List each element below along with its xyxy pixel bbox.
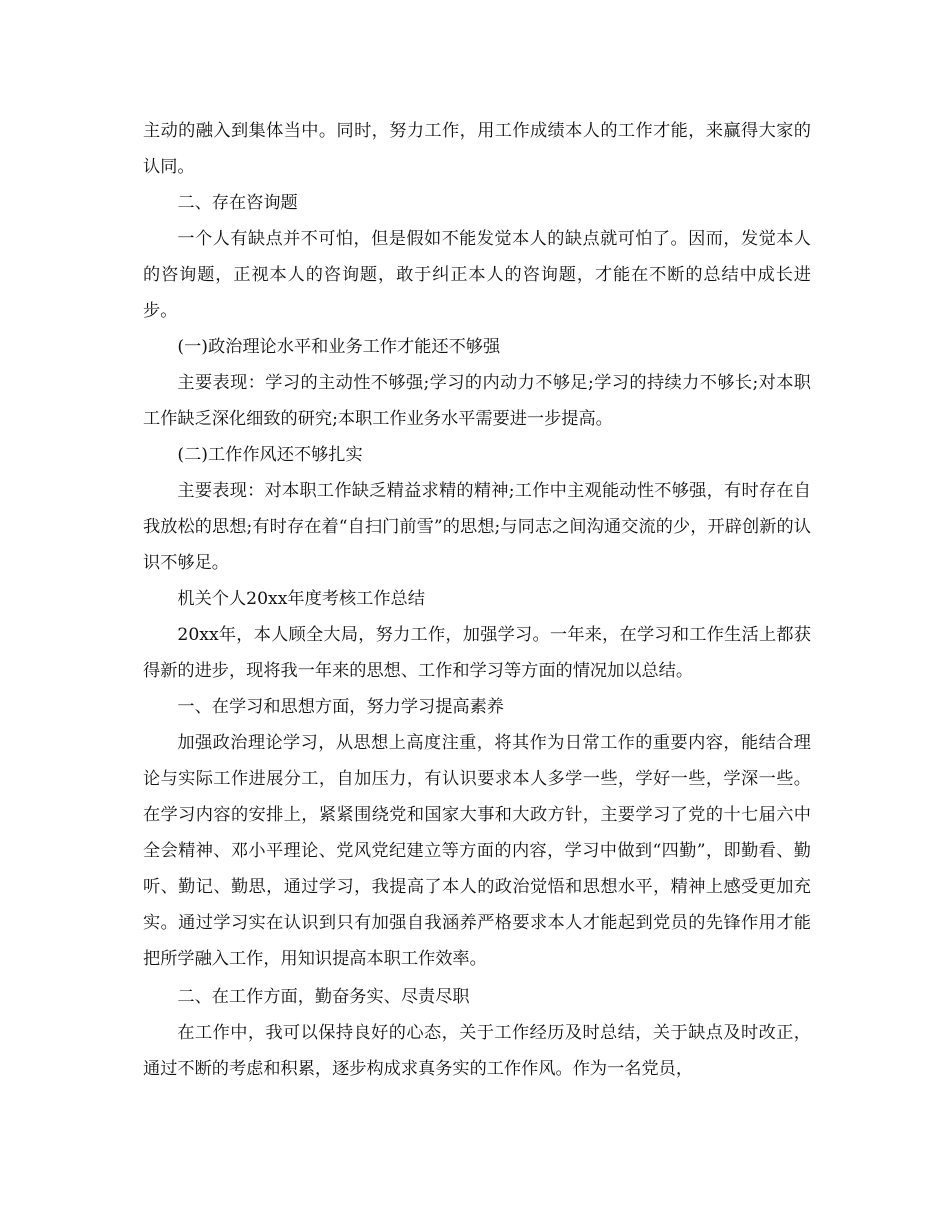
section-heading-work: 二、在工作方面，勤奋务实、尽责尽职	[177, 987, 470, 1007]
paragraph-political-theory: 主要表现：学习的主动性不够强;学习的内动力不够足;学习的持续力不够长;对本职工作缺乏深化细致的研究;本职工作业务水平需要进一步提高。	[143, 373, 811, 429]
document-body	[143, 113, 811, 1087]
paragraph-problems-intro: 一个人有缺点并不可怕，但是假如不能发觉本人的缺点就可怕了。因而，发觉本人的咨询题，正视本人的咨询题，敢于纠正本人的咨询题，才能在不断的总结中成长进步。	[143, 229, 811, 321]
section-heading-problems: 二、存在咨询题	[177, 193, 298, 213]
paragraph-study: 加强政治理论学习，从思想上高度注重，将其作为日常工作的重要内容，能结合理论与实际工作进展分工，自加压力，有认识要求本人多学一些，学好一些，学深一些。在学习内容的安排上，紧紧围绕党和国家大事和大政方针，主要学习了党的十七届六中全会精神、邓小平理论、党风党纪建立等方面的内容，学习中做到“四勤”，即勤看、勤听、勤记、勤思，通过学习，我提高了本人的政治觉悟和思想水平，精神上感受更加充实。通过学习实在认识到只有加强自我涵养严格要求本人才能起到党员的先锋作用才能把所学融入工作，用知识提高本职工作效率。	[143, 733, 811, 969]
paragraph-intro-continuation: 主动的融入到集体当中。同时，努力工作，用工作成绩本人的工作才能，来赢得大家的认同。	[143, 121, 811, 177]
paragraph-work: 在工作中，我可以保持良好的心态，关于工作经历及时总结，关于缺点及时改正，通过不断的考虑和积累，逐步构成求真务实的工作作风。作为一名党员，	[143, 1023, 811, 1079]
paragraph-year-summary: 20xx年，本人顾全大局，努力工作，加强学习。一年来，在学习和工作生活上都获得新的进步，现将我一年来的思想、工作和学习等方面的情况加以总结。	[143, 625, 811, 681]
document-title: 机关个人20xx年度考核工作总结	[177, 589, 425, 609]
subheading-work-style: (二)工作作风还不够扎实	[177, 445, 363, 465]
subheading-political-theory: (一)政治理论水平和业务工作才能还不够强	[177, 337, 501, 357]
section-heading-study: 一、在学习和思想方面，努力学习提高素养	[177, 697, 504, 717]
paragraph-work-style: 主要表现：对本职工作缺乏精益求精的精神;工作中主观能动性不够强，有时存在自我放松的思想;有时存在着“自扫门前雪”的思想;与同志之间沟通交流的少，开辟创新的认识不够足。	[143, 481, 811, 573]
